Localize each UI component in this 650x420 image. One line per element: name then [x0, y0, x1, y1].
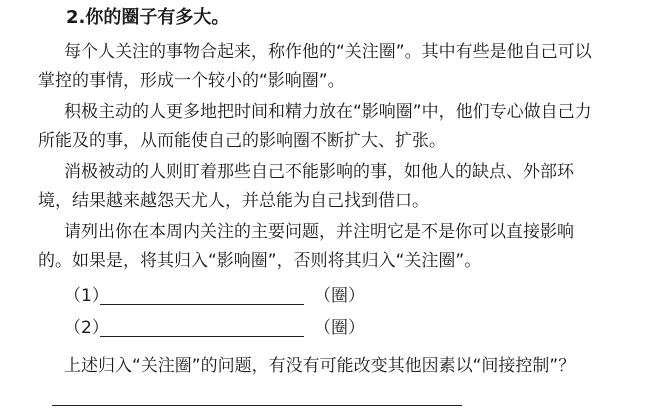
paragraph-line: 境，结果越来越怨天尤人，并总能为自己找到借口。	[38, 191, 429, 211]
paragraph-line: 掌控的事情，形成一个较小的“影响圈”。	[38, 71, 345, 91]
answer-blank-2[interactable]	[100, 316, 304, 337]
item-number: （1）	[64, 286, 109, 306]
answer-blank-1[interactable]	[100, 284, 304, 305]
paragraph-instructions	[38, 218, 618, 276]
paragraph-proactive	[38, 98, 618, 156]
item-number: （2）	[64, 318, 109, 338]
fill-item-1	[64, 282, 365, 310]
paragraph-line: 请列出你在本周内关注的主要问题，并注明它是不是你可以直接影响	[64, 222, 574, 242]
paragraph-line: 所能及的事，从而能使自己的影响圈不断扩大、扩张。	[38, 131, 446, 151]
paragraph-reactive	[38, 158, 618, 216]
followup-question: 上述归入“关注圈”的问题，有没有可能改变其他因素以“间接控制”？	[64, 356, 576, 376]
fill-item-2	[64, 314, 365, 342]
paragraph-line: 积极主动的人更多地把时间和精力放在“影响圈”中，他们专心做自己力	[64, 102, 592, 122]
circle-label: （圈）	[314, 286, 365, 306]
circle-label: （圈）	[314, 318, 365, 338]
answer-line[interactable]	[52, 405, 462, 406]
paragraph-line: 的。如果是，将其归入“影响圈”，否则将其归入“关注圈”。	[38, 251, 482, 271]
paragraph-circle-of-concern	[38, 38, 618, 96]
section-title: 2.你的圈子有多大。	[66, 7, 230, 28]
paragraph-line: 每个人关注的事物合起来，称作他的“关注圈”。其中有些是他自己可以	[64, 42, 592, 62]
paragraph-line: 消极被动的人则盯着那些自己不能影响的事，如他人的缺点、外部环	[64, 162, 574, 182]
